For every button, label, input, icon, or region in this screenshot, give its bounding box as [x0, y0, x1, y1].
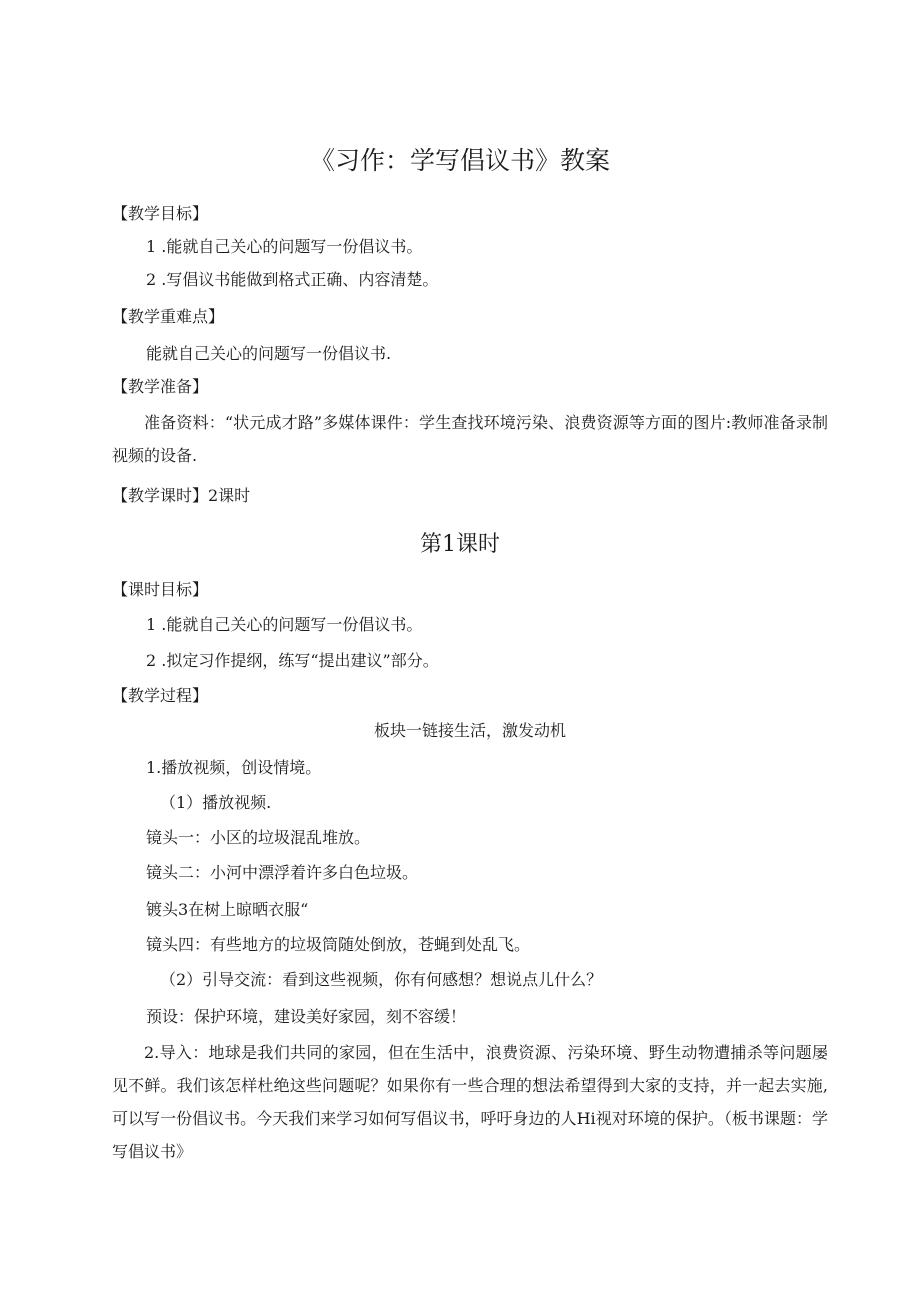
lesson-goal-item-2: 2 .拟定习作提纲，练写“提出建议”部分。: [146, 651, 439, 670]
lesson-periods-line: 【教学课时】2课时: [112, 486, 251, 505]
section-heading-goals: 【教学目标】: [112, 204, 209, 223]
step-1: 1.播放视频，创设情境。: [146, 758, 322, 777]
section-heading-process: 【教学过程】: [112, 686, 209, 705]
key-points-text: 能就自己关心的问题写一份倡议书.: [146, 344, 392, 363]
step-2-text: 2.导入：地球是我们共同的家园，但在生活中，浪费资源、污染环境、野生动物遭捕杀等问题屡见不鲜。我们该怎样杜绝这些问题呢？如果你有一些合理的想法希望得到大家的支持，并一起去实施,可以写一份倡议书。今天我们来学习如何写倡议书，呼吁身边的人Hi视对环境的保护。（板书课题：学写倡议书》: [112, 1043, 828, 1161]
document-title: 《习作：学写倡议书》教案: [309, 146, 610, 175]
block-heading: 板块一链接生活，激发动机: [373, 721, 566, 740]
preparation-text: 准备资料：“状元成才路”多媒体课件：学生查找环境污染、浪费资源等方面的图片:教师准备录制视频的设备.: [112, 413, 828, 465]
goal-item-1: 1 .能就自己关心的问题写一份倡议书。: [146, 237, 423, 256]
step-1b: （2）引导交流：看到这些视频，你有何感想？想说点儿什么？: [160, 970, 603, 989]
step-1a: （1）播放视频.: [160, 793, 272, 812]
goal-item-2: 2 .写倡议书能做到格式正确、内容清楚。: [146, 270, 439, 289]
section-heading-lesson-goals: 【课时目标】: [112, 580, 209, 599]
shot-1: 镜头一：小区的垃圾混乱堆放。: [146, 828, 371, 847]
preparation-paragraph: [112, 406, 828, 472]
shot-3: 镀头3在树上晾晒衣服“: [146, 900, 309, 919]
lesson-goal-item-1: 1 .能就自己关心的问题写一份倡议书。: [146, 615, 423, 634]
shot-2: 镜头二：小河中漂浮着许多白色垃圾。: [146, 863, 419, 882]
step-2-paragraph: [112, 1036, 828, 1168]
lesson-title: 第1课时: [420, 532, 500, 557]
section-heading-preparation: 【教学准备】: [112, 377, 209, 396]
preset-answer: 预设：保护环境，建设美好家园，刻不容缓！: [146, 1007, 467, 1026]
section-heading-key-points: 【教学重难点】: [112, 307, 225, 326]
shot-4: 镜头四：有些地方的垃圾筒随处倒放，苍蝇到处乱飞。: [146, 935, 531, 954]
